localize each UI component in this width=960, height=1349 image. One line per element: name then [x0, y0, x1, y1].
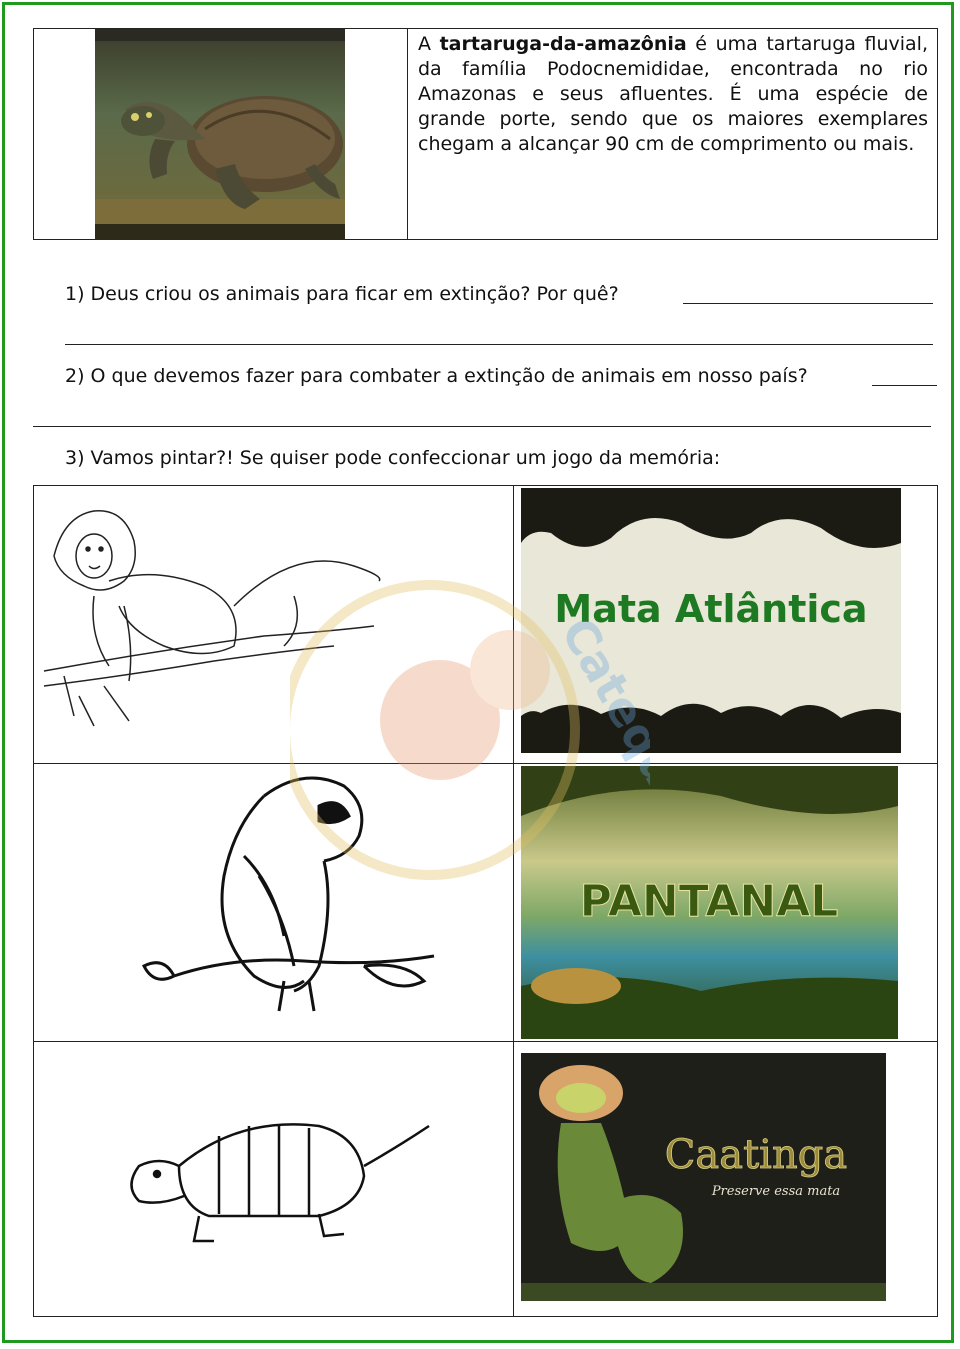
intro-image-cell	[34, 29, 408, 239]
monkey-drawing-card	[34, 486, 513, 763]
mata-atlantica-card	[521, 488, 901, 753]
turtle-photo	[95, 29, 345, 240]
pantanal-title: PANTANAL	[579, 876, 839, 927]
answer-line-1a	[683, 303, 933, 304]
intro-bold-name: tartaruga-da-amazônia	[439, 33, 687, 55]
question-3: 3) Vamos pintar?! Se quiser pode confeccionar um jogo da memória:	[65, 447, 721, 469]
mata-atlantica-title: Mata Atlântica	[554, 587, 868, 631]
pantanal-card	[521, 766, 898, 1039]
answer-line-2a	[872, 385, 937, 386]
answer-line-1b	[65, 344, 933, 345]
grid-divider-row-1	[34, 763, 937, 764]
monkey-drawing	[34, 486, 513, 763]
armadillo-drawing-card	[119, 1106, 439, 1266]
intro-table	[33, 28, 938, 240]
intro-text	[408, 29, 937, 239]
intro-lead: A	[418, 33, 440, 55]
caatinga-subtitle: Preserve essa mata	[711, 1184, 841, 1199]
parrot-drawing-card	[134, 766, 464, 1036]
memory-game-grid	[33, 485, 938, 1317]
question-2: 2) O que devemos fazer para combater a extinção de animais em nosso país?	[65, 365, 808, 387]
caatinga-card	[521, 1053, 886, 1301]
armadillo-drawing	[119, 1106, 439, 1266]
parrot-drawing	[134, 766, 464, 1036]
grid-divider-vertical	[513, 486, 514, 1316]
answer-line-2b	[33, 426, 931, 427]
question-1: 1) Deus criou os animais para ficar em extinção? Por quê?	[65, 283, 619, 305]
caatinga-title: Caatinga	[664, 1132, 848, 1178]
intro-rest: é uma tartaruga fluvial, da família Podocnemididae, encontrada no rio Amazonas e seus afluentes. É uma espécie de grande porte, sendo que os maiores exemplares chegam a alcançar 90 cm de comprimento ou mais.	[418, 33, 928, 155]
grid-divider-row-2	[34, 1041, 937, 1042]
